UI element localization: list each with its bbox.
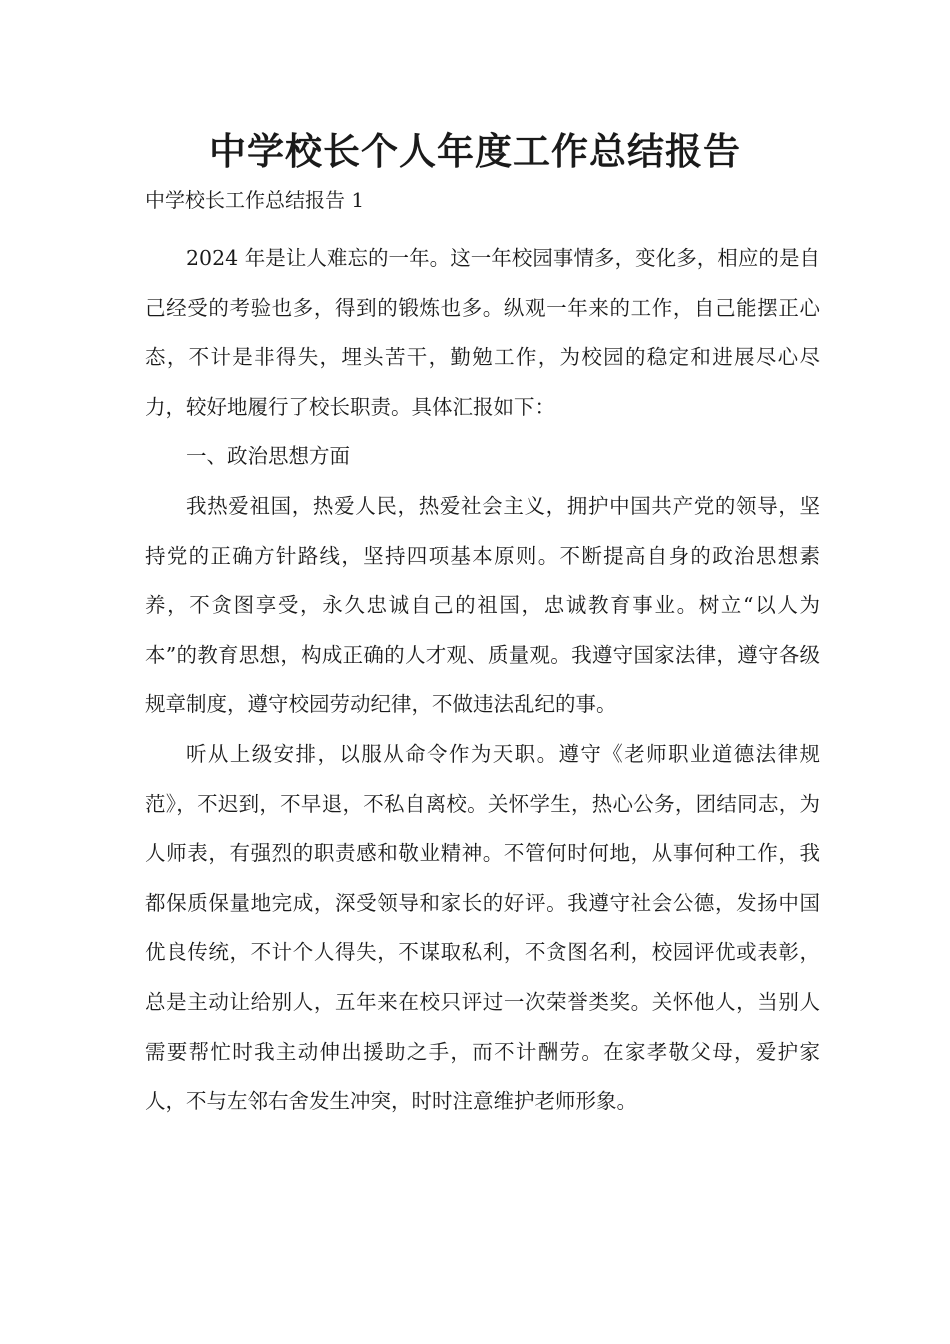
paragraph-obedience: 听从上级安排，以服从命令作为天职。遵守《老师职业道德法律规范》，不迟到，不早退，不私自离校。关怀学生，热心公务，团结同志，为人师表，有强烈的职责感和敬业精神。不管何时何地，从事何种工作，我都保质保量地完成，深受领导和家长的好评。我遵守社会公德，发扬中国优良传统，不计个人得失，不谋取私利，不贪图名利，校园评优或表彰，总是主动让给别人，五年来在校只评过一次荣誉类奖。关怀他人，当别人需要帮忙时我主动伸出援助之手，而不计酬劳。在家孝敬父母，爱护家人，不与左邻右舍发生冲突，时时注意维护老师形象。 [145,741,820,1114]
document-title: 中学校长个人年度工作总结报告 [209,130,741,173]
document-body [145,234,820,1127]
document-subtitle: 中学校长工作总结报告 1 [145,188,365,212]
paragraph-political-thought: 我热爱祖国，热爱人民，热爱社会主义，拥护中国共产党的领导，坚持党的正确方针路线，坚持四项基本原则。不断提高自身的政治思想素养，不贪图享受，永久忠诚自己的祖国，忠诚教育事业。树立“以人为本”的教育思想，构成正确的人才观、质量观。我遵守国家法律，遵守各级规章制度，遵守校园劳动纪律，不做违法乱纪的事。 [145,493,820,717]
paragraph-intro: 2024 年是让人难忘的一年。这一年校园事情多，变化多，相应的是自己经受的考验也多，得到的锻炼也多。纵观一年来的工作，自己能摆正心态，不计是非得失，埋头苦干，勤勉工作，为校园的稳定和进展尽心尽力，较好地履行了校长职责。具体汇报如下： [145,246,820,419]
section-heading-political: 一、政治思想方面 [186,444,350,469]
